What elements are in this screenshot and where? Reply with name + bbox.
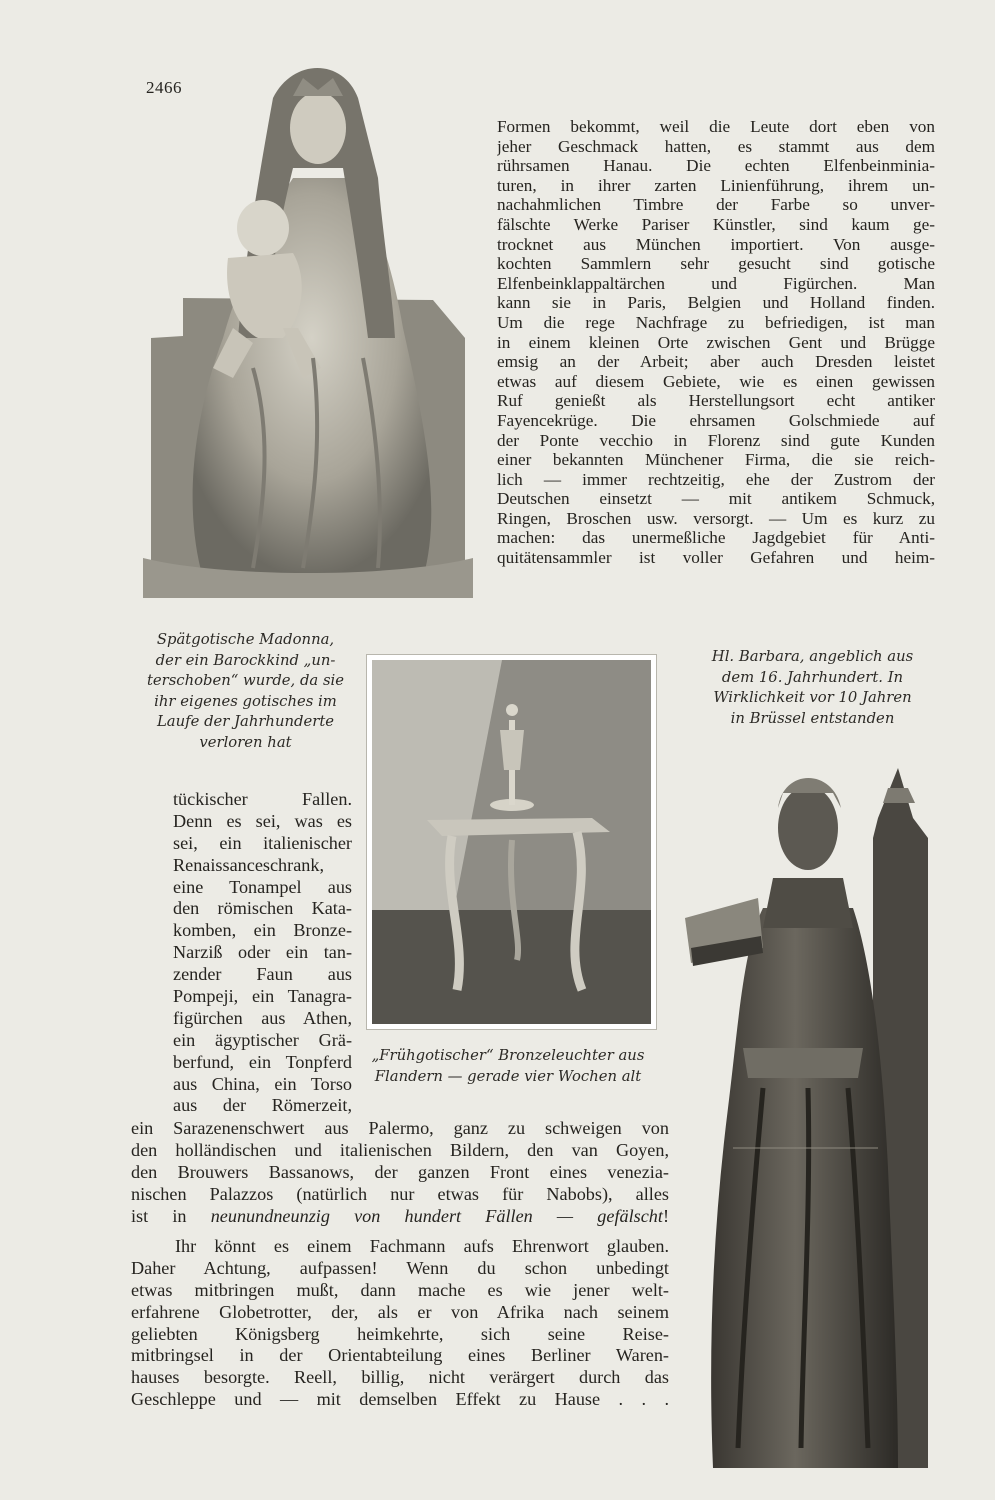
candlestick-image (372, 660, 651, 1024)
text-line: Ruf genießt als Herstellungsort echt antiker (497, 391, 935, 411)
article-column-bottom (131, 1118, 669, 1227)
text-line: etwas mitbringen mußt, dann mache es wie jener welt- (131, 1279, 669, 1300)
barbara-sculpture-image (683, 748, 945, 1470)
text-line: ein ägyptischer Grä- (173, 1029, 352, 1050)
text-line: zender Faun aus (173, 964, 352, 985)
caption-line: Wirklichkeit vor 10 Jahren (713, 689, 912, 706)
text-line: in einem kleinen Orte zwischen Gent und Brügge (497, 332, 935, 352)
text-line: geliebten Königsberg heimkehrte, sich seine Reise- (131, 1323, 669, 1344)
text-line: emsig an der Arbeit; aber auch Dresden leistet (497, 352, 935, 372)
text-line: jeher Geschmack hatten, es stammt aus dem (497, 136, 935, 156)
text-line: den römischen Kata- (173, 898, 352, 919)
text-line: aus der Römerzeit, (173, 1095, 352, 1116)
caption-line: verloren hat (199, 733, 292, 751)
text-line: komben, ein Bronze- (173, 920, 352, 941)
text-line: Narziß oder ein tan- (173, 942, 352, 963)
text-line: sei, ein italienischer (173, 832, 352, 853)
emphasis-text: neunundneunzig von hundert Fällen — gefälscht (210, 1205, 663, 1226)
text-line: den Brouwers Bassanows, der ganzen Front eines venezia- (131, 1161, 669, 1182)
text-line: kann sie in Paris, Belgien und Holland finden. (497, 293, 935, 313)
text-fragment: ! (662, 1205, 669, 1226)
text-line: hauses besorgte. Reell, billig, nicht verärgert durch das (131, 1367, 669, 1388)
page-number: 2466 (146, 78, 182, 97)
text-line: figürchen aus Athen, (173, 1007, 352, 1028)
barbara-caption (680, 647, 945, 729)
madonna-sculpture-image (143, 38, 473, 598)
candlestick-photo-frame (366, 654, 657, 1030)
text-line: turen, in ihrer zarten Linienführung, ihrem un- (497, 175, 935, 195)
article-column-narrow (173, 789, 352, 1117)
candlestick-caption (348, 1046, 668, 1087)
text-line: berfund, ein Tonpferd (173, 1051, 352, 1072)
text-line: Ringen, Broschen usw. versorgt. — Um es kurz zu (497, 508, 935, 528)
caption-line: Hl. Barbara, angeblich aus (711, 648, 914, 665)
madonna-caption (143, 630, 348, 753)
caption-line: terschoben“ wurde, da sie (146, 672, 345, 689)
text-line: Deutschen einsetzt — mit antikem Schmuck, (497, 489, 935, 509)
text-line: Um die rege Nachfrage zu befriedigen, ist man (497, 312, 935, 332)
text-line: der Ponte vecchio in Florenz sind gute Kunden (497, 430, 935, 450)
text-line: etwas auf diesem Gebiete, wie es einen gewissen (497, 371, 935, 391)
text-line: Renaissanceschrank, (173, 854, 324, 875)
text-line: einer bekannten Münchener Firma, die sie reich- (497, 450, 935, 470)
text-line: Geschleppe und — mit demselben Effekt zu Hause . . . (131, 1389, 669, 1410)
text-line: Elfenbeinklappaltärchen und Figürchen. Man (497, 273, 935, 293)
text-line: aus China, ein Torso (173, 1073, 352, 1094)
text-line: Ihr könnt es einem Fachmann aufs Ehrenwort glauben. (175, 1236, 669, 1256)
caption-line: der ein Barockkind „un- (155, 651, 336, 669)
text-line: mitbringsel in der Orientabteilung eines Berliner Waren- (131, 1345, 669, 1366)
text-line: nischen Palazzos (natürlich nur etwas für Nabobs), alles (131, 1183, 669, 1204)
text-line: eine Tonampel aus (173, 876, 352, 897)
caption-line: „Frühgotischer“ Bronzeleuchter aus (371, 1047, 645, 1064)
text-line: rührsamen Hanau. Die echten Elfenbeinminia- (497, 156, 935, 176)
caption-line: ihr eigenes gotisches im (154, 692, 337, 710)
text-line: ein Sarazenenschwert aus Palermo, ganz zu schweigen von (131, 1118, 669, 1138)
text-line: machen: das unermeßliche Jagdgebiet für Anti- (497, 528, 935, 548)
text-line: lich — immer rechtzeitig, ehe der Zustrom der (497, 469, 935, 489)
caption-line: Spätgotische Madonna, (156, 631, 335, 648)
caption-line: dem 16. Jahrhundert. In (721, 668, 904, 686)
barbara-photo (683, 748, 945, 1470)
text-line: Denn es sei, was es (173, 810, 352, 831)
article-column-right (497, 117, 935, 568)
caption-line: in Brüssel entstanden (730, 709, 895, 727)
text-line: Fayencekrüge. Die ehrsamen Golschmiede auf (497, 410, 935, 430)
text-line: kochten Sammlern sehr gesucht sind gotische (497, 254, 935, 274)
text-line: fälschte Werke Pariser Künstler, sind kaum ge- (497, 214, 935, 234)
text-fragment: ist in (131, 1205, 187, 1226)
text-line: erfahrene Globetrotter, der, als er von Afrika nach seinem (131, 1301, 669, 1322)
text-line (131, 1206, 669, 1228)
caption-line: Flandern — gerade vier Wochen alt (374, 1067, 642, 1085)
caption-line: Laufe der Jahrhunderte (156, 713, 335, 730)
text-line: quitätensammler ist voller Gefahren und heim- (497, 548, 935, 568)
text-line: Daher Achtung, aufpassen! Wenn du schon unbedingt (131, 1257, 669, 1278)
madonna-photo (143, 38, 473, 598)
article-column-bottom-2 (131, 1236, 669, 1411)
text-line: nachahmlichen Timbre der Farbe so unver- (497, 195, 935, 215)
text-line: Formen bekommt, weil die Leute dort eben von (497, 117, 935, 136)
text-line: Pompeji, ein Tanagra- (173, 986, 352, 1007)
text-line: trocknet aus München importiert. Von ausge- (497, 234, 935, 254)
text-line: den holländischen und italienischen Bildern, den van Goyen, (131, 1139, 669, 1160)
text-line: tückischer Fallen. (173, 789, 352, 809)
